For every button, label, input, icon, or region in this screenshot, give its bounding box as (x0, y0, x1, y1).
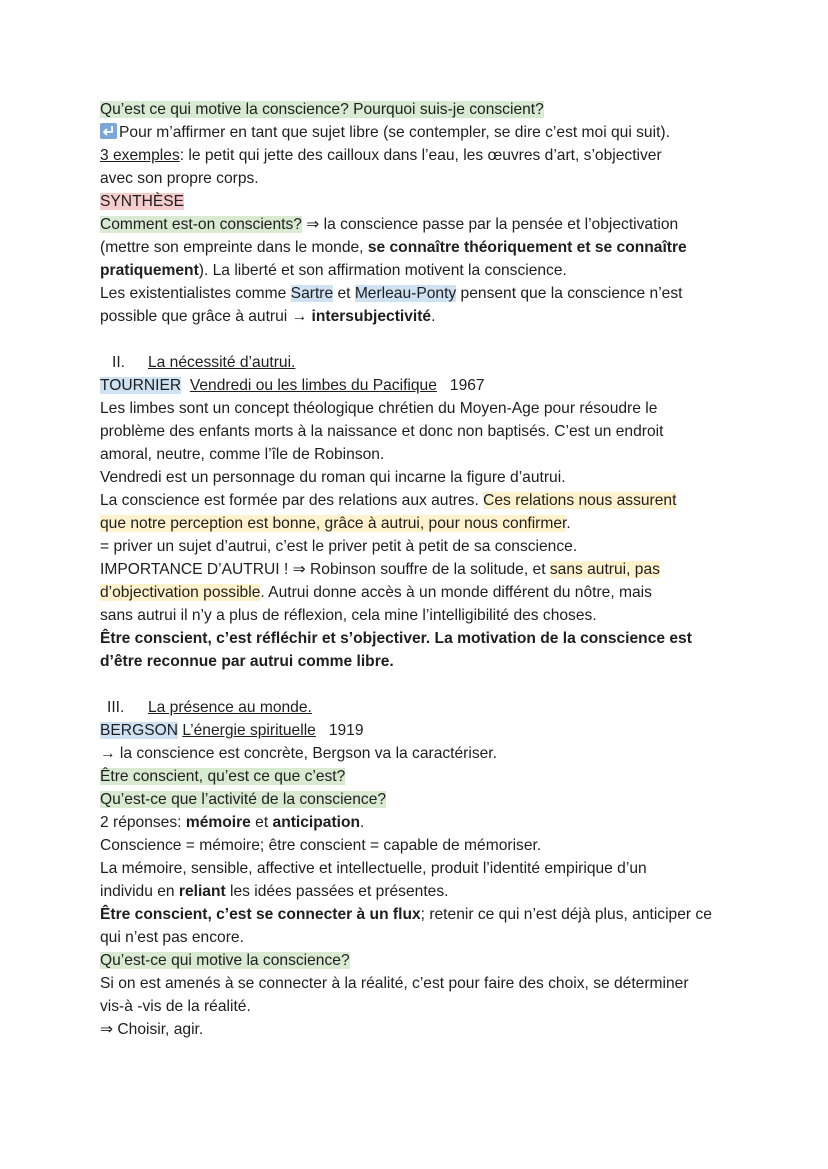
paragraph-line (100, 627, 740, 650)
bold-text: anticipation (272, 814, 361, 831)
bold-text: mémoire (185, 814, 251, 831)
synthese-answer: ⇒ la conscience passe par la pensée et l’objectivation (301, 216, 679, 233)
text: ⇒ Choisir, agir. (100, 1021, 204, 1038)
synthese-line (100, 190, 740, 213)
paragraph-line (100, 581, 740, 604)
text: et (250, 814, 273, 831)
question-line (100, 98, 740, 121)
text: vis-à -vis de la réalité. (100, 998, 251, 1015)
answer-text: Pour m’affirmer en tant que sujet libre (se contempler, se dire c’est moi qui suit). (119, 124, 670, 141)
paragraph-line (100, 949, 740, 972)
text: = priver un sujet d’autrui, c’est le priver petit à petit de sa conscience. (100, 538, 578, 555)
yellow-highlight: que notre perception est bonne, grâce à autrui, pour nous confirmer (100, 515, 567, 532)
text: ; retenir ce qui n’est déjà plus, anticiper ce (420, 906, 712, 923)
question-highlight: Qu’est-ce qui motive la conscience? (100, 952, 350, 969)
paragraph-line (100, 397, 740, 420)
examples-line (100, 144, 740, 167)
sartre-highlight: Sartre (290, 285, 334, 302)
work-title: L’énergie spirituelle (182, 722, 316, 739)
paragraph-line (100, 466, 740, 489)
period: . (431, 308, 436, 325)
intersubjectivity-text: possible que grâce à autrui → (100, 308, 312, 325)
work-year: 1967 (449, 377, 485, 394)
question-highlight: Qu’est ce qui motive la conscience? Pourquoi suis-je conscient? (100, 101, 544, 118)
text: . (360, 814, 365, 831)
question-highlight: Qu’est-ce que l’activité de la conscience? (100, 791, 387, 808)
paragraph-line (100, 811, 740, 834)
paragraph-line (100, 489, 740, 512)
author-bergson: BERGSON (100, 722, 178, 739)
paragraph-line (100, 972, 740, 995)
text: sans autrui il n’y a plus de réflexion, cela mine l’intelligibilité des choses. (100, 607, 597, 624)
intersubjectivity-bold: intersubjectivité (311, 308, 432, 325)
paragraph-line (100, 1018, 740, 1041)
text: 2 réponses: (100, 814, 186, 831)
paragraph-line (100, 443, 740, 466)
text: les idées passées et présentes. (225, 883, 449, 900)
text: Conscience = mémoire; être conscient = capable de mémoriser. (100, 837, 542, 854)
work-title: Vendredi ou les limbes du Pacifique (189, 377, 437, 394)
paragraph-line (100, 558, 740, 581)
intersubjectivity-line (100, 305, 740, 328)
paragraph-line (100, 788, 740, 811)
synthese-text-2a: (mettre son empreinte dans le monde, (100, 239, 368, 256)
bold-text: reliant (178, 883, 226, 900)
bold-text: Être conscient, c’est réfléchir et s’objectiver. La motivation de la conscience est (100, 630, 692, 647)
existentialists-text: Les existentialistes comme (100, 285, 291, 302)
merleau-ponty-highlight: Merleau-Ponty (354, 285, 457, 302)
paragraph-line (100, 535, 740, 558)
yellow-highlight: sans autrui, pas (549, 561, 660, 578)
examples-text: : le petit qui jette des cailloux dans l’eau, les œuvres d’art, s’objectiver (179, 147, 662, 164)
paragraph-line (100, 420, 740, 443)
section-3-heading (100, 696, 740, 719)
examples-line-2 (100, 167, 740, 190)
synthese-label: SYNTHÈSE (100, 193, 185, 210)
paragraph-line (100, 834, 740, 857)
synthese-text-2 (100, 236, 740, 259)
text: amoral, neutre, comme l’île de Robinson. (100, 446, 385, 463)
question-highlight: Être conscient, qu’est ce que c’est? (100, 768, 346, 785)
examples-label: 3 exemples (100, 147, 180, 164)
paragraph-line (100, 995, 740, 1018)
document-body (100, 98, 740, 1041)
and-text: et (333, 285, 355, 302)
bold-text: Être conscient, c’est se connecter à un flux (100, 906, 421, 923)
existentialists-line (100, 282, 740, 305)
text: qui n’est pas encore. (100, 929, 244, 946)
return-arrow-icon (100, 123, 117, 139)
synthese-text-1 (100, 213, 740, 236)
examples-text-2: avec son propre corps. (100, 170, 259, 187)
section-2-number: II. (112, 354, 125, 371)
section-2-reference (100, 374, 740, 397)
section-2-heading (100, 351, 740, 374)
section-2-title: La nécessité d’autrui. (148, 354, 296, 371)
text: . (566, 515, 571, 532)
text: problème des enfants morts à la naissance et donc non baptisés. C’est un endroit (100, 423, 664, 440)
existentialists-text-end: pensent que la conscience n’est (456, 285, 683, 302)
synthese-bold-2: pratiquement (100, 262, 199, 279)
text: La mémoire, sensible, affective et intellectuelle, produit l’identité empirique d’un (100, 860, 647, 877)
text: Vendredi est un personnage du roman qui incarne la figure d’autrui. (100, 469, 566, 486)
section-3-title: La présence au monde. (148, 699, 312, 716)
text: Si on est amenés à se connecter à la réalité, c’est pour faire des choix, se déterminer (100, 975, 689, 992)
text: → la conscience est concrète, Bergson va la caractériser. (100, 745, 497, 762)
paragraph-line (100, 926, 740, 949)
answer-line (100, 121, 740, 144)
synthese-text-3 (100, 259, 740, 282)
bold-text: d’être reconnue par autrui comme libre. (100, 653, 394, 670)
paragraph-line (100, 903, 740, 926)
text: individu en (100, 883, 179, 900)
section-3-number: III. (107, 699, 125, 716)
section-3-reference (100, 719, 740, 742)
text: IMPORTANCE D’AUTRUI ! ⇒ Robinson souffre de la solitude, et (100, 561, 550, 578)
yellow-highlight: d’objectivation possible (100, 584, 261, 601)
paragraph-line (100, 880, 740, 903)
yellow-highlight: Ces relations nous assurent (483, 492, 677, 509)
paragraph-line (100, 604, 740, 627)
synthese-bold: se connaître théoriquement et se connaître (367, 239, 687, 256)
paragraph-line (100, 512, 740, 535)
paragraph-line (100, 650, 740, 673)
synthese-text-3b: ). La liberté et son affirmation motivent la conscience. (198, 262, 567, 279)
text: . Autrui donne accès à un monde différent du nôtre, mais (260, 584, 652, 601)
text: Les limbes sont un concept théologique chrétien du Moyen-Age pour résoudre le (100, 400, 658, 417)
text: La conscience est formée par des relations aux autres. (100, 492, 484, 509)
synthese-question: Comment est-on conscients? (100, 216, 302, 233)
author-tournier: TOURNIER (100, 377, 182, 394)
work-year: 1919 (328, 722, 364, 739)
paragraph-line (100, 742, 740, 765)
paragraph-line (100, 857, 740, 880)
paragraph-line (100, 765, 740, 788)
